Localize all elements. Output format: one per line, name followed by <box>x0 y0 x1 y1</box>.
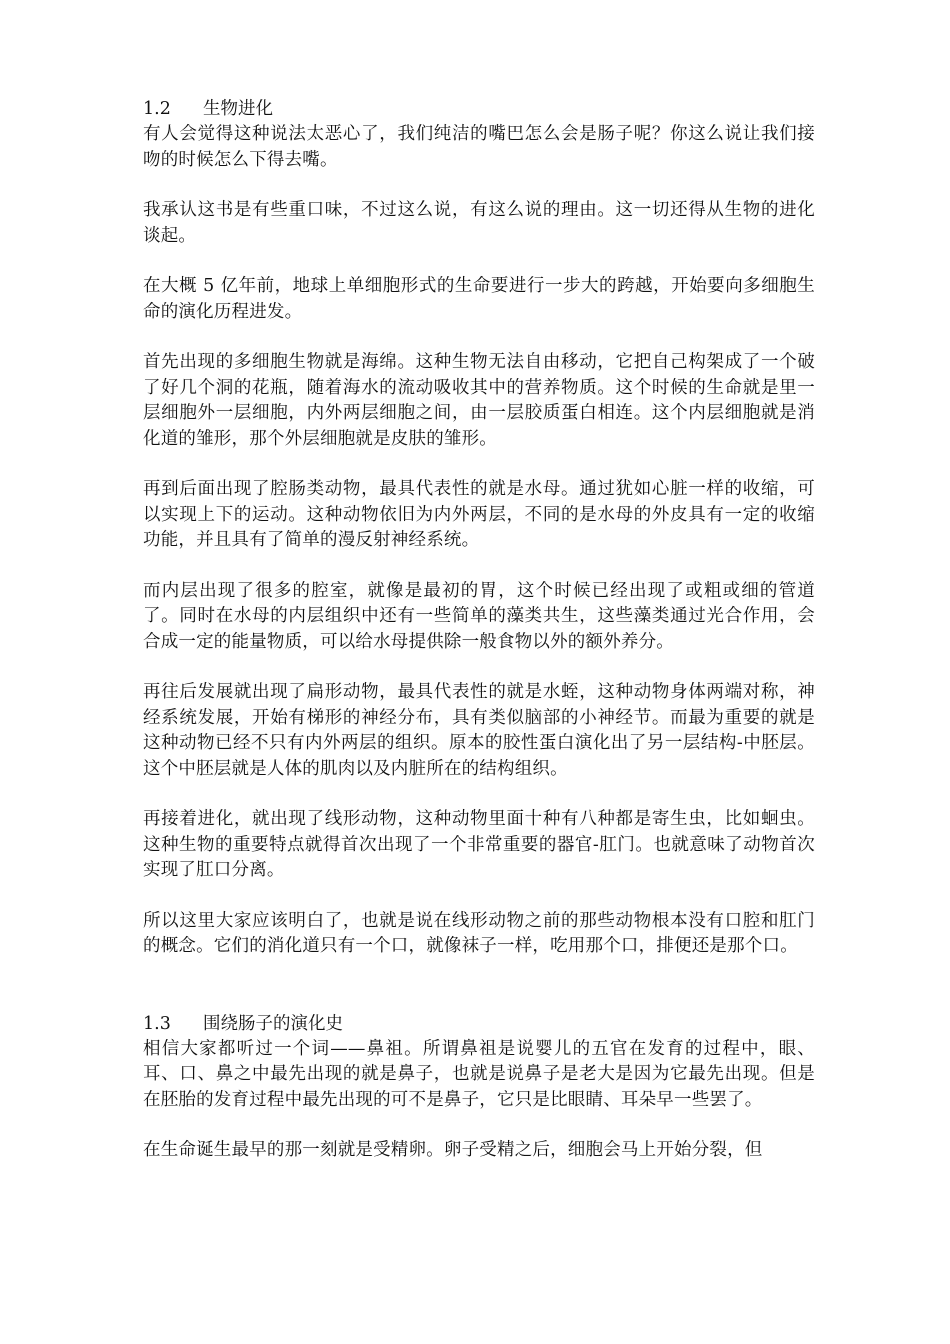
paragraph: 有人会觉得这种说法太恶心了，我们纯洁的嘴巴怎么会是肠子呢？你这么说让我们接吻的时候怎么下得去嘴。 <box>143 124 815 170</box>
paragraph: 再接着进化，就出现了线形动物，这种动物里面十种有八种都是寄生虫，比如蛔虫。这种生物的重要特点就得首次出现了一个非常重要的器官-肛门。也就意味了动物首次实现了肛口分离。 <box>143 809 815 880</box>
section-number: 1.3 <box>143 1013 171 1034</box>
document-page <box>143 96 815 1189</box>
paragraph: 再往后发展就出现了扁形动物，最具代表性的就是水蛭，这种动物身体两端对称，神经系统发展，开始有梯形的神经分布，具有类似脑部的小神经节。而最为重要的就是这种动物已经不只有内外两层的组织。原本的胶性蛋白演化出了另一层结构-中胚层。这个中胚层就是人体的肌肉以及内脏所在的结构组织。 <box>143 682 815 779</box>
section-title: 围绕肠子的演化史 <box>203 1013 343 1034</box>
section-number: 1.2 <box>143 99 171 119</box>
section-title: 生物进化 <box>203 99 273 119</box>
paragraph: 相信大家都听过一个词——鼻祖。所谓鼻祖是说婴儿的五官在发育的过程中，眼、耳、口、鼻之中最先出现的就是鼻子，也就是说鼻子是老大是因为它最先出现。但是在胚胎的发育过程中最先出现的可不是鼻子，它只是比眼睛、耳朵早一些罢了。 <box>143 1038 815 1110</box>
paragraph: 我承认这书是有些重口味，不过这么说，有这么说的理由。这一切还得从生物的进化谈起。 <box>143 200 815 246</box>
paragraph: 在大概 5 亿年前，地球上单细胞形式的生命要进行一步大的跨越，开始要向多细胞生命的演化历程进发。 <box>143 276 815 322</box>
paragraph: 而内层出现了很多的腔室，就像是最初的胃，这个时候已经出现了或粗或细的管道了。同时在水母的内层组织中还有一些简单的藻类共生，这些藻类通过光合作用，会合成一定的能量物质，可以给水母提供除一般食物以外的额外养分。 <box>143 580 815 652</box>
paragraph: 再到后面出现了腔肠类动物，最具代表性的就是水母。通过犹如心脏一样的收缩，可以实现上下的运动。这种动物依旧为内外两层，不同的是水母的外皮具有一定的收缩功能，并且具有了简单的漫反射神经系统。 <box>143 479 815 550</box>
paragraph: 在生命诞生最早的那一刻就是受精卵。卵子受精之后，细胞会马上开始分裂，但 <box>143 1140 763 1160</box>
section-heading-1-3 <box>143 1011 815 1037</box>
section-spacer <box>143 985 815 1011</box>
paragraph: 首先出现的多细胞生物就是海绵。这种生物无法自由移动，它把自己构架成了一个破了好几个洞的花瓶，随着海水的流动吸收其中的营养物质。这个时候的生命就是里一层细胞外一层细胞，内外两层细胞之间，由一层胶质蛋白相连。这个内层细胞就是消化道的雏形，那个外层细胞就是皮肤的雏形。 <box>143 352 815 449</box>
section-heading-1-2 <box>143 96 815 122</box>
paragraph: 所以这里大家应该明白了，也就是说在线形动物之前的那些动物根本没有口腔和肛门的概念。它们的消化道只有一个口，就像袜子一样，吃用那个口，排便还是那个口。 <box>143 910 815 956</box>
